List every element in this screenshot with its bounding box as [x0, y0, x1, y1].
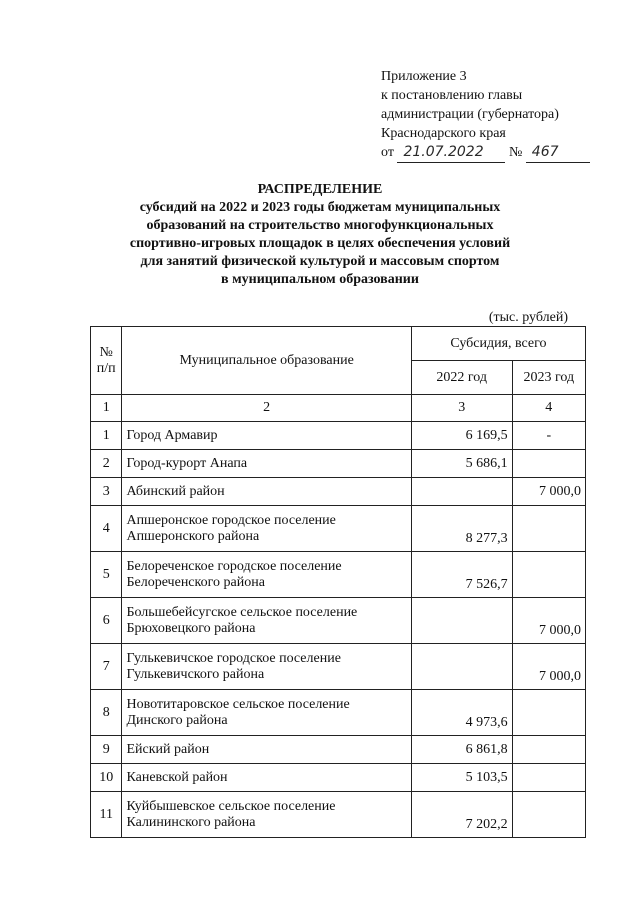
row-2023-cell: [512, 690, 585, 736]
row-name-cell: Абинский район: [122, 478, 411, 506]
row-number-cell: 7: [91, 644, 122, 690]
title-line: образований на строительство многофункциональных: [146, 218, 494, 233]
appendix-line: администрации (губернатора): [381, 107, 559, 122]
row-number-cell: 3: [91, 478, 122, 506]
table-row: [91, 478, 586, 506]
table-row: [91, 598, 586, 644]
row-2022-cell: 5 103,5: [411, 764, 512, 792]
table-row: [91, 736, 586, 764]
table-body: [91, 422, 586, 838]
row-2023-cell: [512, 792, 585, 838]
table-row: [91, 552, 586, 598]
row-2022-cell: 7 526,7: [411, 552, 512, 598]
subsidy-table: [90, 326, 586, 838]
units-label: (тыс. рублей): [488, 310, 568, 325]
row-number-cell: 11: [91, 792, 122, 838]
header-2023: 2023 год: [512, 361, 585, 395]
table-row: [91, 450, 586, 478]
row-name-cell: Город Армавир: [122, 422, 411, 450]
table-row: [91, 690, 586, 736]
table-row: [91, 422, 586, 450]
row-2022-cell: 4 973,6: [411, 690, 512, 736]
col-number-cell: 2: [122, 395, 411, 422]
appendix-date-line: [381, 143, 590, 163]
col-number-cell: 4: [512, 395, 585, 422]
row-number-cell: 2: [91, 450, 122, 478]
row-number-cell: 4: [91, 506, 122, 552]
col-number-cell: 1: [91, 395, 122, 422]
col-number-cell: 3: [411, 395, 512, 422]
row-2022-cell: 6 861,8: [411, 736, 512, 764]
appendix-line: Краснодарского края: [381, 126, 506, 141]
header-subsidy: Субсидия, всего: [411, 327, 585, 361]
row-2022-cell: [411, 598, 512, 644]
appendix-line: к постановлению главы: [381, 88, 523, 103]
header-num: № п/п: [91, 327, 122, 395]
row-2023-cell: -: [512, 422, 585, 450]
document-title: [120, 181, 520, 289]
table-row: [91, 792, 586, 838]
row-name-cell: Апшеронское городское поселение Апшеронского района: [122, 506, 411, 552]
table-row: [91, 764, 586, 792]
row-2022-cell: 5 686,1: [411, 450, 512, 478]
table-row: [91, 506, 586, 552]
row-2023-cell: 7 000,0: [512, 478, 585, 506]
row-name-cell: Каневской район: [122, 764, 411, 792]
row-2023-cell: 7 000,0: [512, 644, 585, 690]
row-2023-cell: [512, 450, 585, 478]
row-2023-cell: [512, 764, 585, 792]
handwritten-date: 21.07.2022: [397, 143, 505, 163]
row-2022-cell: 6 169,5: [411, 422, 512, 450]
row-2022-cell: [411, 644, 512, 690]
table-row: [91, 644, 586, 690]
row-name-cell: Новотитаровское сельское поселение Динского района: [122, 690, 411, 736]
handwritten-number: 467: [526, 143, 590, 163]
row-number-cell: 10: [91, 764, 122, 792]
date-prefix: от: [381, 145, 394, 160]
title-line: субсидий на 2022 и 2023 годы бюджетам муниципальных: [139, 200, 501, 215]
row-name-cell: Ейский район: [122, 736, 411, 764]
title-line: спортивно-игровых площадок в целях обеспечения условий: [129, 236, 511, 251]
title-line: в муниципальном образовании: [221, 272, 419, 287]
row-2023-cell: 7 000,0: [512, 598, 585, 644]
row-name-cell: Белореченское городское поселение Белореченского района: [122, 552, 411, 598]
row-2022-cell: 8 277,3: [411, 506, 512, 552]
row-name-cell: Гулькевичское городское поселение Гулькевичского района: [122, 644, 411, 690]
appendix-block: [381, 67, 590, 163]
row-2023-cell: [512, 552, 585, 598]
row-2022-cell: 7 202,2: [411, 792, 512, 838]
row-number-cell: 6: [91, 598, 122, 644]
row-2022-cell: [411, 478, 512, 506]
title-heading: РАСПРЕДЕЛЕНИЕ: [257, 182, 383, 197]
row-name-cell: Большебейсугское сельское поселение Брюховецкого района: [122, 598, 411, 644]
title-line: для занятий физической культурой и массовым спортом: [140, 254, 500, 269]
appendix-line: Приложение 3: [381, 69, 467, 84]
number-prefix: №: [508, 145, 523, 160]
row-number-cell: 8: [91, 690, 122, 736]
row-name-cell: Куйбышевское сельское поселение Калининского района: [122, 792, 411, 838]
row-2023-cell: [512, 736, 585, 764]
row-number-cell: 9: [91, 736, 122, 764]
row-name-cell: Город-курорт Анапа: [122, 450, 411, 478]
row-number-cell: 1: [91, 422, 122, 450]
header-name: Муниципальное образование: [122, 327, 411, 395]
header-2022: 2022 год: [411, 361, 512, 395]
row-2023-cell: [512, 506, 585, 552]
row-number-cell: 5: [91, 552, 122, 598]
